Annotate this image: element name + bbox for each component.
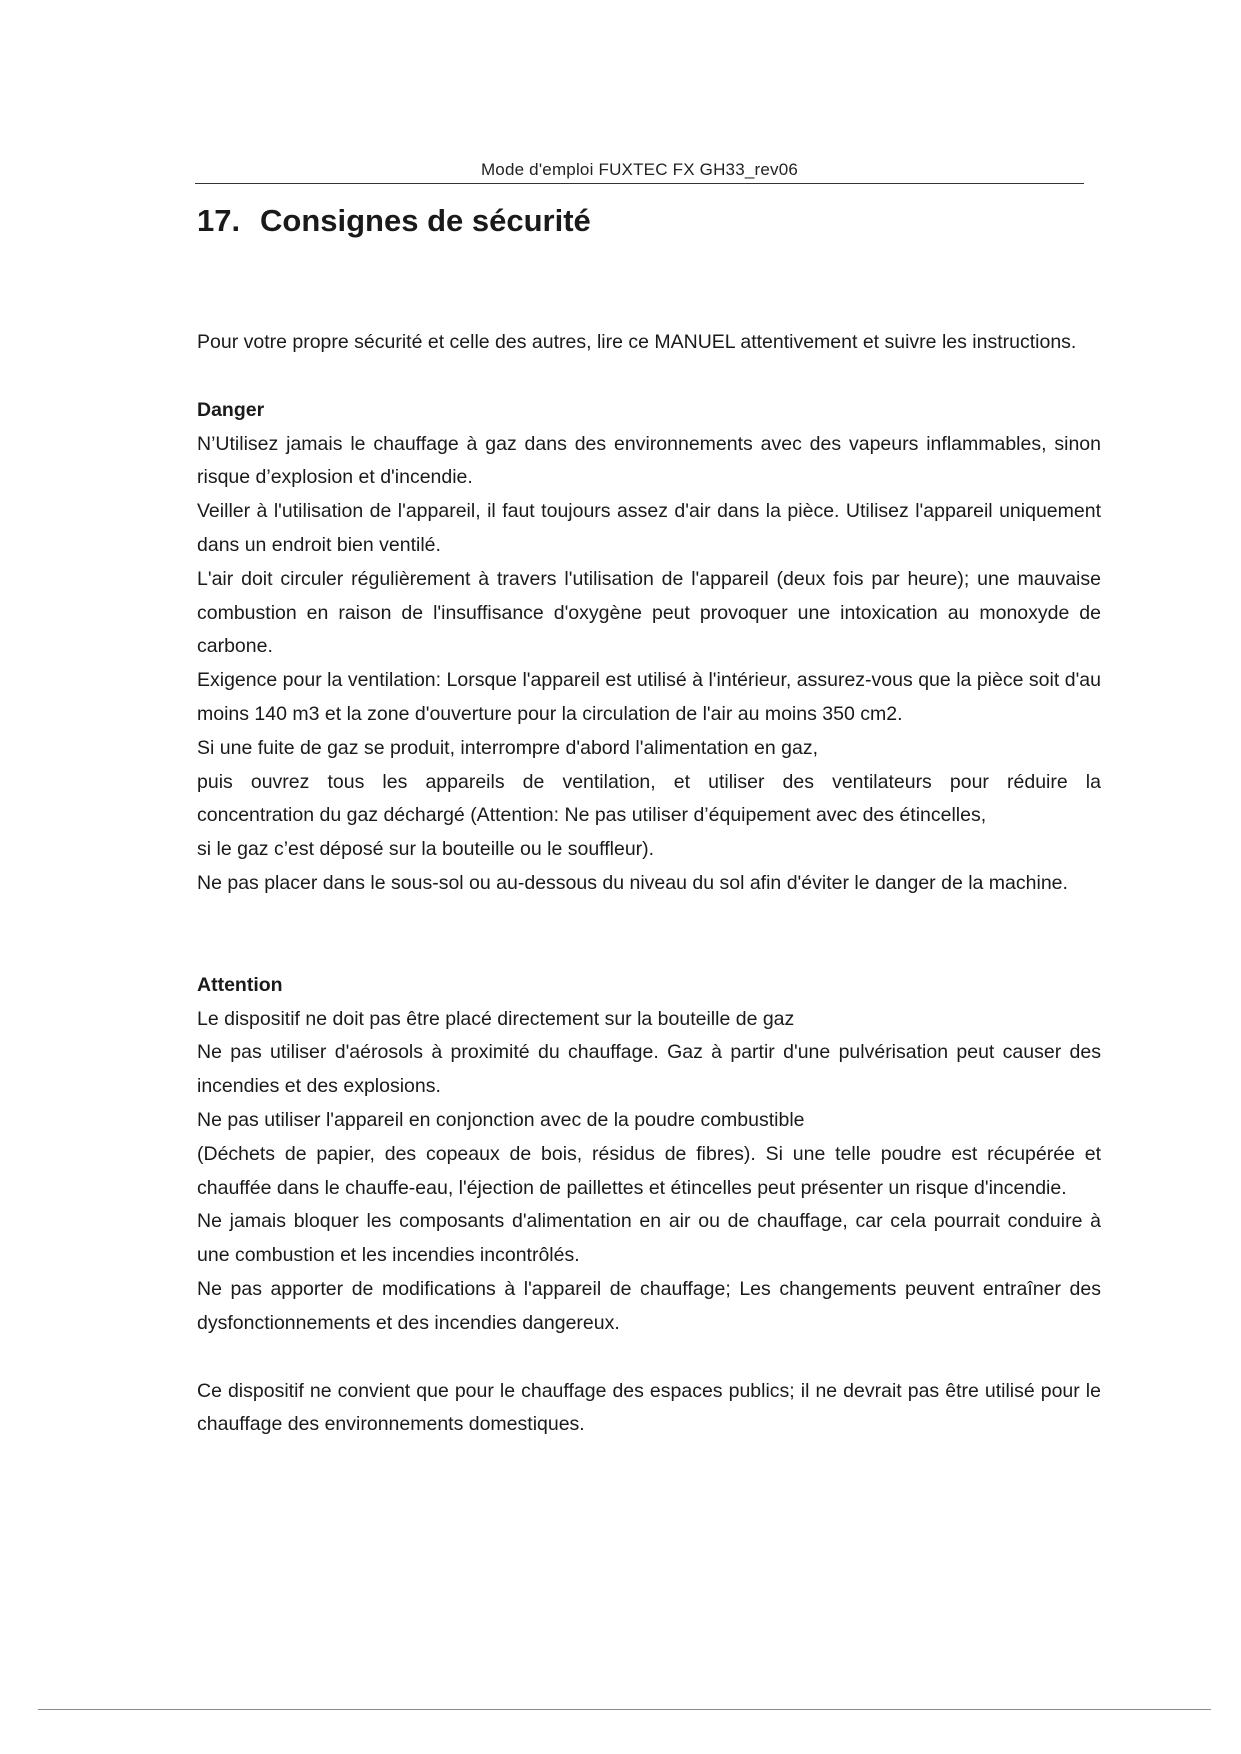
attention-paragraph: Ne pas utiliser l'appareil en conjonction avec de la poudre combustible xyxy=(197,1108,805,1131)
danger-paragraph: Exigence pour la ventilation: Lorsque l'appareil est utilisé à l'intérieur, assurez-vous que la pièce soit d'au moins 140 m3 et la zone d'ouverture pour la circulation de l'air au moins 350 cm2. xyxy=(197,669,1101,725)
danger-paragraph: Ne pas placer dans le sous-sol ou au-dessous du niveau du sol afin d'éviter le danger de la machine. xyxy=(197,871,1068,894)
attention-heading: Attention xyxy=(197,973,283,996)
section-title-text: Consignes de sécurité xyxy=(260,203,591,238)
intro-paragraph: Pour votre propre sécurité et celle des autres, lire ce MANUEL attentivement et suivre les instructions. xyxy=(197,331,1077,353)
danger-paragraph: L'air doit circuler régulièrement à travers l'utilisation de l'appareil (deux fois par heure); une mauvaise combustion en raison de l'insuffisance d'oxygène peut provoquer une intoxication au monoxyde de carbone. xyxy=(197,567,1101,658)
closing-paragraph: Ce dispositif ne convient que pour le chauffage des espaces publics; il ne devrait pas être utilisé pour le chauffage des environnements domestiques. xyxy=(197,1379,1101,1436)
section-spacer xyxy=(197,1341,1101,1375)
attention-paragraph: Ne pas apporter de modifications à l'appareil de chauffage; Les changements peuvent entraîner des dysfonctionnements et des incendies dangereux. xyxy=(197,1277,1101,1334)
page-header xyxy=(195,150,1084,184)
document-body xyxy=(197,326,1101,1442)
danger-paragraph: puis ouvrez tous les appareils de ventilation, et utiliser des ventilateurs pour réduire la xyxy=(197,770,1101,793)
attention-paragraph: Le dispositif ne doit pas être placé directement sur la bouteille de gaz xyxy=(197,1007,795,1030)
attention-paragraph: Ne pas utiliser d'aérosols à proximité du chauffage. Gaz à partir d'une pulvérisation peut causer des incendies et des explosions. xyxy=(197,1041,1101,1098)
header-text: Mode d'emploi FUXTEC FX GH33_rev06 xyxy=(480,160,799,179)
section-title xyxy=(197,203,591,239)
danger-paragraph: Si une fuite de gaz se produit, interrompre d'abord l'alimentation en gaz, xyxy=(197,736,818,759)
attention-paragraph: Ne jamais bloquer les composants d'alimentation en air ou de chauffage, car cela pourrait conduire à une combustion et les incendies incontrôlés. xyxy=(197,1210,1101,1267)
danger-paragraph: N’Utilisez jamais le chauffage à gaz dans des environnements avec des vapeurs inflammables, sinon risque d’explosion et d'incendie. xyxy=(197,432,1101,489)
attention-paragraph: (Déchets de papier, des copeaux de bois, résidus de fibres). Si une telle poudre est récupérée et chauffée dans le chauffe-eau, l'éjection de paillettes et étincelles peut présenter un risque d'incendie. xyxy=(197,1142,1101,1199)
danger-paragraph: concentration du gaz déchargé (Attention: Ne pas utiliser d’équipement avec des étincelles, xyxy=(197,804,987,827)
danger-paragraph: si le gaz c’est déposé sur la bouteille ou le souffleur). xyxy=(197,838,655,861)
footer-divider xyxy=(38,1709,1211,1710)
section-number: 17. xyxy=(197,203,241,238)
section-spacer xyxy=(197,901,1101,969)
danger-paragraph: Veiller à l'utilisation de l'appareil, il faut toujours assez d'air dans la pièce. Utilisez l'appareil uniquement dans un endroit bien ventilé. xyxy=(197,500,1101,556)
danger-heading: Danger xyxy=(197,398,265,421)
